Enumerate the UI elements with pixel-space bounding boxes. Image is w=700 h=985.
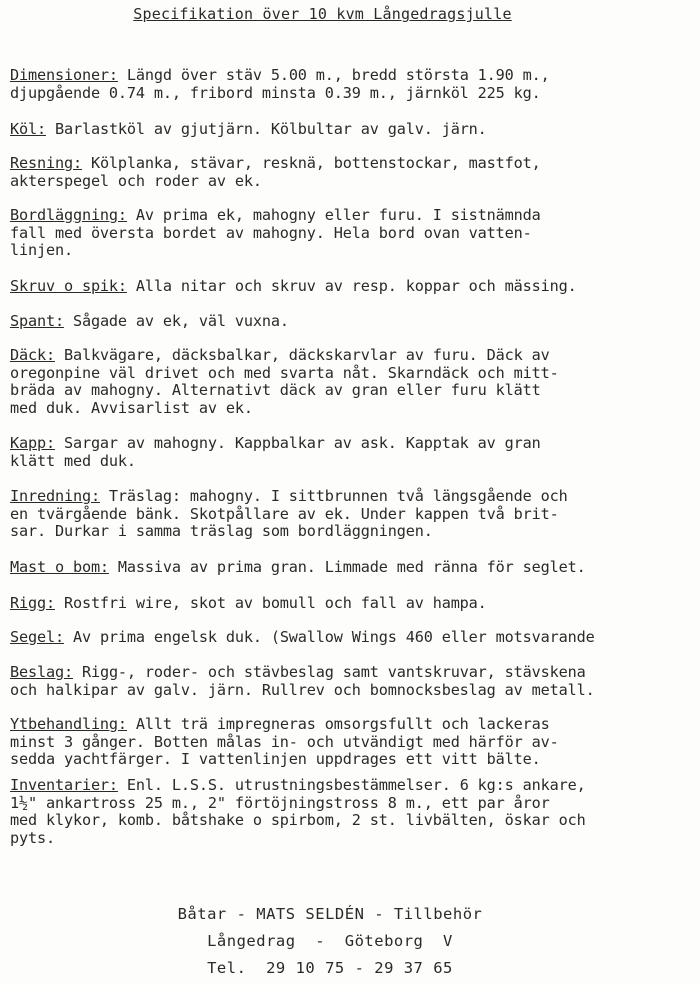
section-label: Resning: [10,154,82,172]
section-line: klätt med duk. [10,451,136,470]
section-label: Ytbehandling: [10,715,127,733]
section-label: Inventarier: [10,776,118,794]
section-kapp [10,435,698,470]
section-label: Kapp: [10,434,55,452]
section-inventarier [10,777,698,847]
section-text: Sargar av mahogny. Kappbalkar av ask. Kapptak av gran [54,434,541,452]
section-line [10,777,698,795]
section-kol [10,121,698,139]
section-line: linjen. [10,241,73,259]
section-label: Rigg: [10,594,55,612]
section-label: Köl: [10,120,46,138]
section-spant [10,313,698,331]
section-line [10,121,698,139]
section-line [10,278,698,296]
section-line: akterspegel och roder av ek. [10,171,262,190]
section-line [10,716,698,734]
section-text: Balkvägare, däcksbalkar, däckskarvlar av furu. Däck av [54,346,550,364]
section-line: pyts. [10,828,55,847]
section-line [10,629,698,647]
section-label: Mast o bom: [10,558,109,576]
section-dimensioner [10,67,698,102]
section-text: Rigg-, roder- och stävbeslag samt vantskruvar, stävskena [72,663,586,681]
footer-phone: Tel. 29 10 75 - 29 37 65 [207,959,453,977]
section-line: oregonpine väl drivet och med svarta nåt. Skarndäck och mitt- [10,363,559,382]
section-line [10,207,698,225]
section-dack [10,347,698,417]
section-text: Träslag: mahogny. I sittbrunnen två längsgående och [99,487,568,505]
section-line [10,67,698,85]
section-skruv-o-spik [10,278,698,296]
section-line: 1½" ankartross 25 m., 2" förtöjningstross 8 m., ett par åror [10,793,550,812]
section-text: Av prima ek, mahogny eller furu. I sistnämnda [126,206,541,224]
section-text: Alla nitar och skruv av resp. koppar och mässing. [126,277,577,295]
section-inredning [10,488,698,541]
section-mast-o-bom [10,559,698,577]
section-line [10,595,698,613]
section-line [10,155,698,173]
section-beslag [10,664,698,699]
section-text: Massiva av prima gran. Limmade med ränna för seglet. [108,558,586,576]
section-line: en tvärgående bänk. Skotpållare av ek. Under kappen två brit- [10,504,559,523]
section-label: Spant: [10,312,64,330]
section-label: Segel: [10,628,64,646]
section-text: Längd över stäv 5.00 m., bredd största 1.90 m., [117,66,550,84]
section-text: Enl. L.S.S. utrustningsbestämmelser. 6 kg:s ankare, [117,776,586,794]
section-label: Bordläggning: [10,206,127,224]
section-segel [10,629,698,647]
section-line: med klykor, komb. båtshake o spirbom, 2 st. livbälten, öskar och [10,811,586,829]
section-line [10,347,698,365]
section-line: bräda av mahogny. Alternativt däck av gran eller furu klätt [10,381,541,399]
footer-location: Långedrag - Göteborg V [207,932,453,950]
section-line: djupgående 0.74 m., fribord minsta 0.39 m., järnköl 225 kg. [10,83,541,102]
section-bordlaggning [10,207,698,260]
section-line: och halkipar av galv. järn. Rullrev och bomnocksbeslag av metall. [10,680,595,699]
section-line: sedda yachtfärger. I vattenlinjen uppdrages ett vitt bälte. [10,750,541,768]
section-line: med duk. Avvisarlist av ek. [10,398,253,417]
section-label: Inredning: [10,487,100,505]
section-resning [10,155,698,190]
section-label: Dimensioner: [10,66,118,84]
section-label: Beslag: [10,663,73,681]
section-text: Allt trä impregneras omsorgsfullt och lackeras [126,715,550,733]
section-line: fall med översta bordet av mahogny. Hela bord ovan vatten- [10,223,532,242]
section-text: Rostfri wire, skot av bomull och fall av hampa. [54,594,487,612]
footer-company: Båtar - MATS SELDÉN - Tillbehör [177,905,483,923]
section-ytbehandling [10,716,698,769]
section-line: sar. Durkar i samma träslag som bordläggningen. [10,522,433,540]
section-line [10,664,698,682]
section-text: Av prima engelsk duk. (Swallow Wings 460 eller motsvarande [63,628,595,646]
section-label: Skruv o spik: [10,277,127,295]
section-rigg [10,595,698,613]
section-text: Barlastköl av gjutjärn. Kölbultar av galv. järn. [45,120,487,138]
section-label: Däck: [10,346,55,364]
section-line: minst 3 gånger. Botten målas in- och utvändigt med härför av- [10,732,559,751]
section-line [10,313,698,331]
section-line [10,488,698,506]
document-title: Specifikation över 10 kvm Långedragsjulle [133,5,512,23]
section-line [10,559,698,577]
section-text: Sågade av ek, väl vuxna. [63,312,289,330]
section-text: Kölplanka, stävar, resknä, bottenstockar, mastfot, [81,154,541,172]
section-line [10,435,698,453]
